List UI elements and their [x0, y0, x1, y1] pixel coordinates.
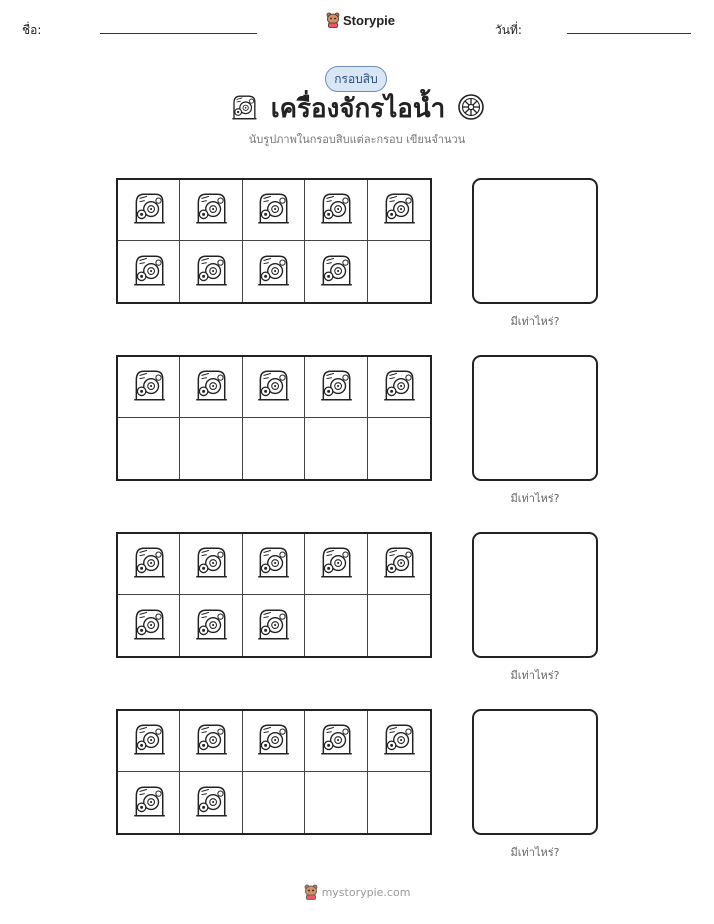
frame-cell [305, 180, 367, 241]
steam-engine-icon [130, 250, 168, 294]
frame-cell [118, 357, 180, 418]
frame-cell [118, 418, 180, 479]
frame-cell [180, 418, 242, 479]
steam-engine-icon [317, 188, 355, 232]
frame-cell [243, 180, 305, 241]
date-label: วันที่: [495, 23, 522, 37]
name-line[interactable] [100, 33, 257, 34]
frame-cell [180, 595, 242, 656]
steam-engine-icon [130, 604, 168, 648]
page-title: เครื่องจักรไอน้ำ [270, 94, 446, 124]
question-label-2: มีเท่าไหร่? [510, 492, 560, 505]
frame-cell [305, 595, 367, 656]
frame-cell [305, 241, 367, 302]
steam-engine-icon [317, 542, 355, 586]
steam-engine-icon [130, 365, 168, 409]
frame-cell [118, 241, 180, 302]
frame-cell [243, 534, 305, 595]
frame-cell [243, 595, 305, 656]
frame-cell [368, 534, 430, 595]
title-row [0, 92, 714, 126]
frame-cell [368, 241, 430, 302]
frame-cell [243, 772, 305, 833]
steam-engine-icon [254, 250, 292, 294]
frame-cell [118, 772, 180, 833]
ten-frame-2 [116, 355, 432, 481]
question-label-3: มีเท่าไหร่? [510, 669, 560, 682]
steam-engine-icon [317, 250, 355, 294]
brand-logo [326, 12, 395, 28]
frame-cell [243, 357, 305, 418]
frame-cell [180, 357, 242, 418]
frame-cell [118, 595, 180, 656]
steam-engine-icon [254, 188, 292, 232]
frame-cell [368, 595, 430, 656]
frame-cell [118, 180, 180, 241]
steam-engine-icon [130, 188, 168, 232]
steam-engine-icon [130, 719, 168, 763]
frame-cell [305, 534, 367, 595]
ten-frame-4 [116, 709, 432, 835]
footer [0, 884, 714, 900]
mascot-icon [326, 12, 340, 28]
steam-engine-icon [130, 781, 168, 825]
frame-cell [368, 357, 430, 418]
brand-name: Storypie [343, 12, 396, 28]
answer-box-3[interactable] [472, 532, 598, 658]
steam-engine-icon [380, 719, 418, 763]
answer-box-1[interactable] [472, 178, 598, 304]
steam-engine-icon [380, 188, 418, 232]
instructions: นับรูปภาพในกรอบสิบแต่ละกรอบ เขียนจำนวน [248, 133, 466, 146]
date-line[interactable] [567, 33, 691, 34]
steam-engine-icon [192, 188, 230, 232]
frame-cell [368, 180, 430, 241]
frame-cell [368, 711, 430, 772]
steam-engine-icon [380, 365, 418, 409]
frame-cell [368, 418, 430, 479]
frame-cell [118, 534, 180, 595]
ten-frame-1 [116, 178, 432, 304]
frame-cell [305, 772, 367, 833]
steam-engine-icon [192, 604, 230, 648]
frame-cell [243, 711, 305, 772]
frame-cell [305, 711, 367, 772]
steam-engine-icon [192, 719, 230, 763]
steam-engine-icon [254, 604, 292, 648]
question-label-1: มีเท่าไหร่? [510, 315, 560, 328]
frame-cell [305, 418, 367, 479]
frame-cell [243, 241, 305, 302]
footer-url[interactable]: mystorypie.com [321, 885, 411, 899]
steam-engine-icon [254, 365, 292, 409]
steam-engine-icon [254, 719, 292, 763]
answer-box-2[interactable] [472, 355, 598, 481]
answer-box-4[interactable] [472, 709, 598, 835]
question-label-4: มีเท่าไหร่? [510, 846, 560, 859]
gear-wheel-icon [457, 93, 485, 125]
steam-engine-icon [192, 365, 230, 409]
steam-engine-icon [229, 92, 259, 126]
steam-engine-icon [130, 542, 168, 586]
frame-cell [180, 772, 242, 833]
frame-cell [180, 180, 242, 241]
steam-engine-icon [192, 781, 230, 825]
steam-engine-icon [317, 365, 355, 409]
steam-engine-icon [192, 250, 230, 294]
frame-cell [118, 711, 180, 772]
ten-frame-3 [116, 532, 432, 658]
topic-badge: กรอบสิบ [325, 66, 387, 92]
frame-cell [180, 534, 242, 595]
mascot-icon [304, 884, 318, 900]
frame-cell [368, 772, 430, 833]
frame-cell [180, 241, 242, 302]
steam-engine-icon [380, 542, 418, 586]
frame-cell [305, 357, 367, 418]
frame-cell [243, 418, 305, 479]
steam-engine-icon [254, 542, 292, 586]
frame-cell [180, 711, 242, 772]
steam-engine-icon [192, 542, 230, 586]
name-label: ชื่อ: [22, 23, 42, 37]
steam-engine-icon [317, 719, 355, 763]
